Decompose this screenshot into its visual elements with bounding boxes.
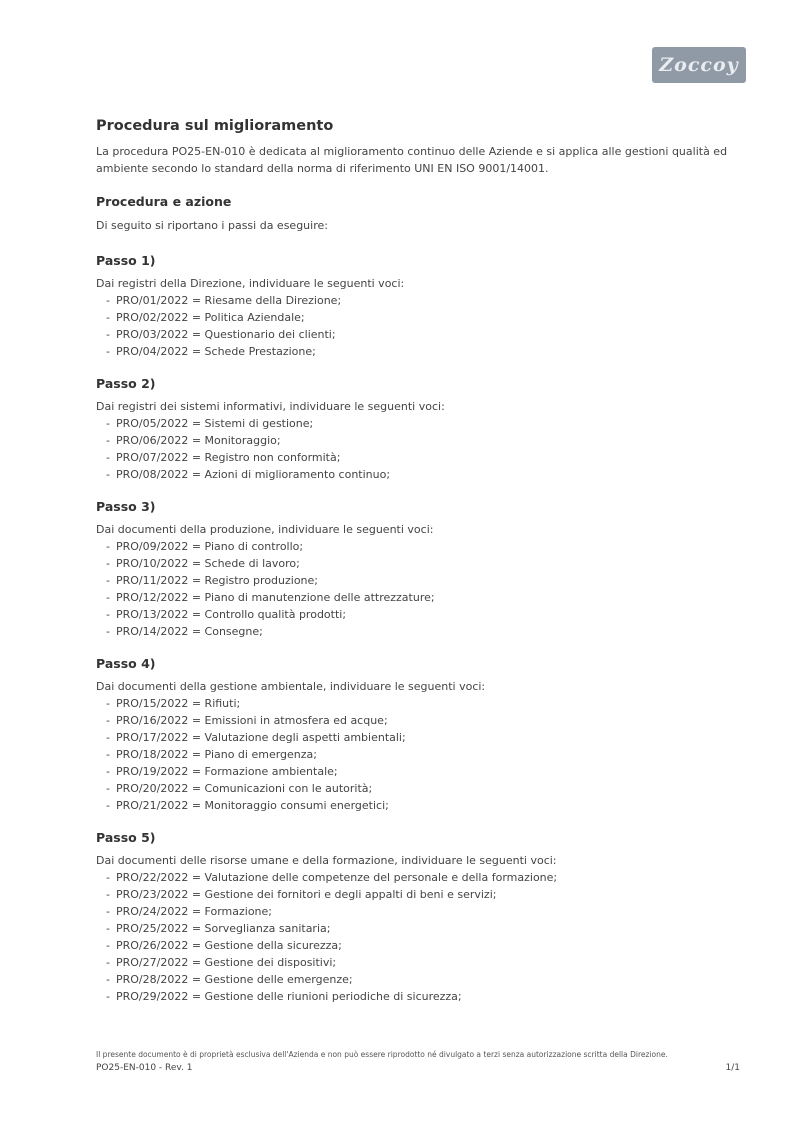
list-item: - PRO/04/2022 = Schede Prestazione; — [106, 343, 736, 360]
step-heading: Passo 3) — [96, 499, 156, 514]
step-items — [96, 415, 736, 483]
list-item: - PRO/06/2022 = Monitoraggio; — [106, 432, 736, 449]
list-item: - PRO/09/2022 = Piano di controllo; — [106, 538, 736, 555]
step-heading: Passo 1) — [96, 253, 156, 268]
list-item: - PRO/26/2022 = Gestione della sicurezza; — [106, 937, 736, 954]
section-intro: Di seguito si riportano i passi da eseguire: — [96, 219, 328, 232]
list-item: - PRO/10/2022 = Schede di lavoro; — [106, 555, 736, 572]
list-item: - PRO/21/2022 = Monitoraggio consumi energetici; — [106, 797, 736, 814]
step-items — [96, 538, 736, 640]
step-section — [96, 253, 736, 360]
list-item: - PRO/03/2022 = Questionario dei clienti; — [106, 326, 736, 343]
list-item: - PRO/11/2022 = Registro produzione; — [106, 572, 736, 589]
list-item: - PRO/07/2022 = Registro non conformità; — [106, 449, 736, 466]
list-item: - PRO/19/2022 = Formazione ambientale; — [106, 763, 736, 780]
step-items — [96, 695, 736, 814]
list-item: - PRO/23/2022 = Gestione dei fornitori e degli appalti di beni e servizi; — [106, 886, 736, 903]
step-heading: Passo 2) — [96, 376, 156, 391]
company-logo — [652, 47, 746, 83]
logo-text: Zoccoy — [659, 54, 739, 76]
list-item: - PRO/22/2022 = Valutazione delle competenze del personale e della formazione; — [106, 869, 736, 886]
list-item: - PRO/24/2022 = Formazione; — [106, 903, 736, 920]
step-items — [96, 869, 736, 1005]
list-item: - PRO/08/2022 = Azioni di miglioramento continuo; — [106, 466, 736, 483]
page-footer — [96, 1050, 740, 1074]
list-item: - PRO/01/2022 = Riesame della Direzione; — [106, 292, 736, 309]
list-item: - PRO/14/2022 = Consegne; — [106, 623, 736, 640]
list-item: - PRO/16/2022 = Emissioni in atmosfera ed acque; — [106, 712, 736, 729]
section-title: Procedura e azione — [96, 194, 232, 209]
step-intro: Dai registri dei sistemi informativi, individuare le seguenti voci: — [96, 400, 445, 413]
document-title: Procedura sul miglioramento — [96, 118, 334, 134]
list-item: - PRO/02/2022 = Politica Aziendale; — [106, 309, 736, 326]
step-heading: Passo 4) — [96, 656, 156, 671]
document-body — [96, 118, 736, 1021]
footer-page-number: 1/1 — [725, 1063, 740, 1073]
list-item: - PRO/29/2022 = Gestione delle riunioni periodiche di sicurezza; — [106, 988, 736, 1005]
step-items — [96, 292, 736, 360]
list-item: - PRO/18/2022 = Piano di emergenza; — [106, 746, 736, 763]
list-item: - PRO/28/2022 = Gestione delle emergenze; — [106, 971, 736, 988]
list-item: - PRO/15/2022 = Rifiuti; — [106, 695, 736, 712]
list-item: - PRO/20/2022 = Comunicazioni con le autorità; — [106, 780, 736, 797]
step-intro: Dai documenti della produzione, individuare le seguenti voci: — [96, 523, 434, 536]
list-item: - PRO/27/2022 = Gestione dei dispositivi; — [106, 954, 736, 971]
footer-doc-ref: PO25-EN-010 - Rev. 1 — [96, 1063, 193, 1073]
step-section — [96, 499, 736, 640]
step-intro: Dai documenti della gestione ambientale, individuare le seguenti voci: — [96, 680, 486, 693]
steps-list — [96, 253, 736, 1005]
footer-row — [96, 1062, 740, 1074]
list-item: - PRO/12/2022 = Piano di manutenzione delle attrezzature; — [106, 589, 736, 606]
list-item: - PRO/25/2022 = Sorveglianza sanitaria; — [106, 920, 736, 937]
step-heading: Passo 5) — [96, 830, 156, 845]
step-section — [96, 656, 736, 814]
list-item: - PRO/05/2022 = Sistemi di gestione; — [106, 415, 736, 432]
list-item: - PRO/13/2022 = Controllo qualità prodotti; — [106, 606, 736, 623]
footer-note: Il presente documento è di proprietà esclusiva dell'Azienda e non può essere riprodotto né divulgato a terzi senza autorizzazione scritta della Direzione. — [96, 1050, 668, 1059]
step-intro: Dai registri della Direzione, individuare le seguenti voci: — [96, 277, 405, 290]
step-section — [96, 830, 736, 1005]
document-intro: La procedura PO25-EN-010 è dedicata al miglioramento continuo delle Aziende e si applica alle gestioni qualità ed ambiente secondo lo standard della norma di riferimento UNI EN ISO 9001/14001. — [96, 145, 728, 175]
step-section — [96, 376, 736, 483]
list-item: - PRO/17/2022 = Valutazione degli aspetti ambientali; — [106, 729, 736, 746]
step-intro: Dai documenti delle risorse umane e della formazione, individuare le seguenti voci: — [96, 854, 557, 867]
